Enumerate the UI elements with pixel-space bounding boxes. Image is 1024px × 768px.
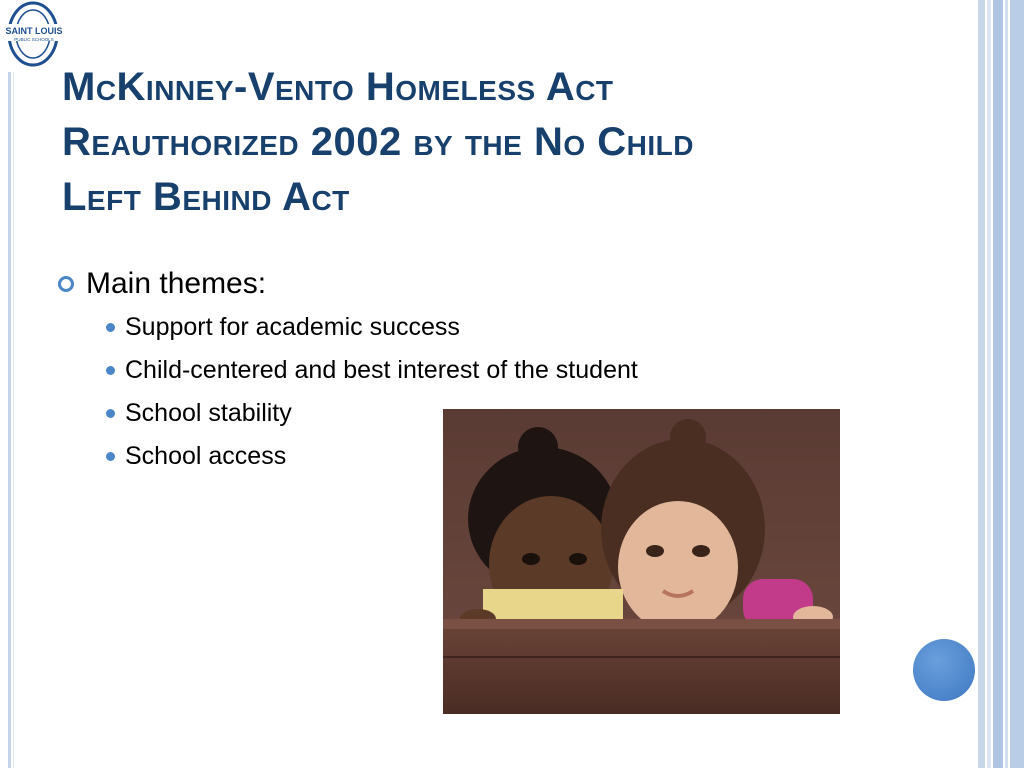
bullet-main-themes xyxy=(58,262,858,306)
svg-text:PUBLIC SCHOOLS: PUBLIC SCHOOLS xyxy=(14,37,54,42)
dot-bullet-icon xyxy=(106,452,115,461)
ring-bullet-icon xyxy=(58,276,74,292)
left-frame-line xyxy=(8,72,11,768)
sub-bullet-item xyxy=(106,306,858,349)
sub-bullet-label: Support for academic success xyxy=(125,313,460,341)
dot-bullet-icon xyxy=(106,366,115,375)
title-line-1: McKinney-Vento Homeless Act xyxy=(62,65,614,109)
sub-bullet-label: Child-centered and best interest of the student xyxy=(125,356,638,384)
two-children-photo xyxy=(443,409,840,714)
bullet-main-label: Main themes: xyxy=(86,267,267,300)
sub-bullet-label: School stability xyxy=(125,399,292,427)
title-line-2: Reauthorized 2002 by the No Child xyxy=(62,120,694,164)
sub-bullet-label: School access xyxy=(125,442,287,470)
left-frame-line-inner xyxy=(13,72,14,768)
svg-text:SAINT LOUIS: SAINT LOUIS xyxy=(5,26,63,36)
dot-bullet-icon xyxy=(106,323,115,332)
sub-bullet-item xyxy=(106,349,858,392)
right-decorative-stripes xyxy=(978,0,1024,768)
dot-bullet-icon xyxy=(106,409,115,418)
decorative-blue-circle xyxy=(913,639,975,701)
saint-louis-public-schools-logo xyxy=(0,0,70,70)
slide-title xyxy=(62,60,922,225)
title-line-3: Left Behind Act xyxy=(62,175,350,219)
